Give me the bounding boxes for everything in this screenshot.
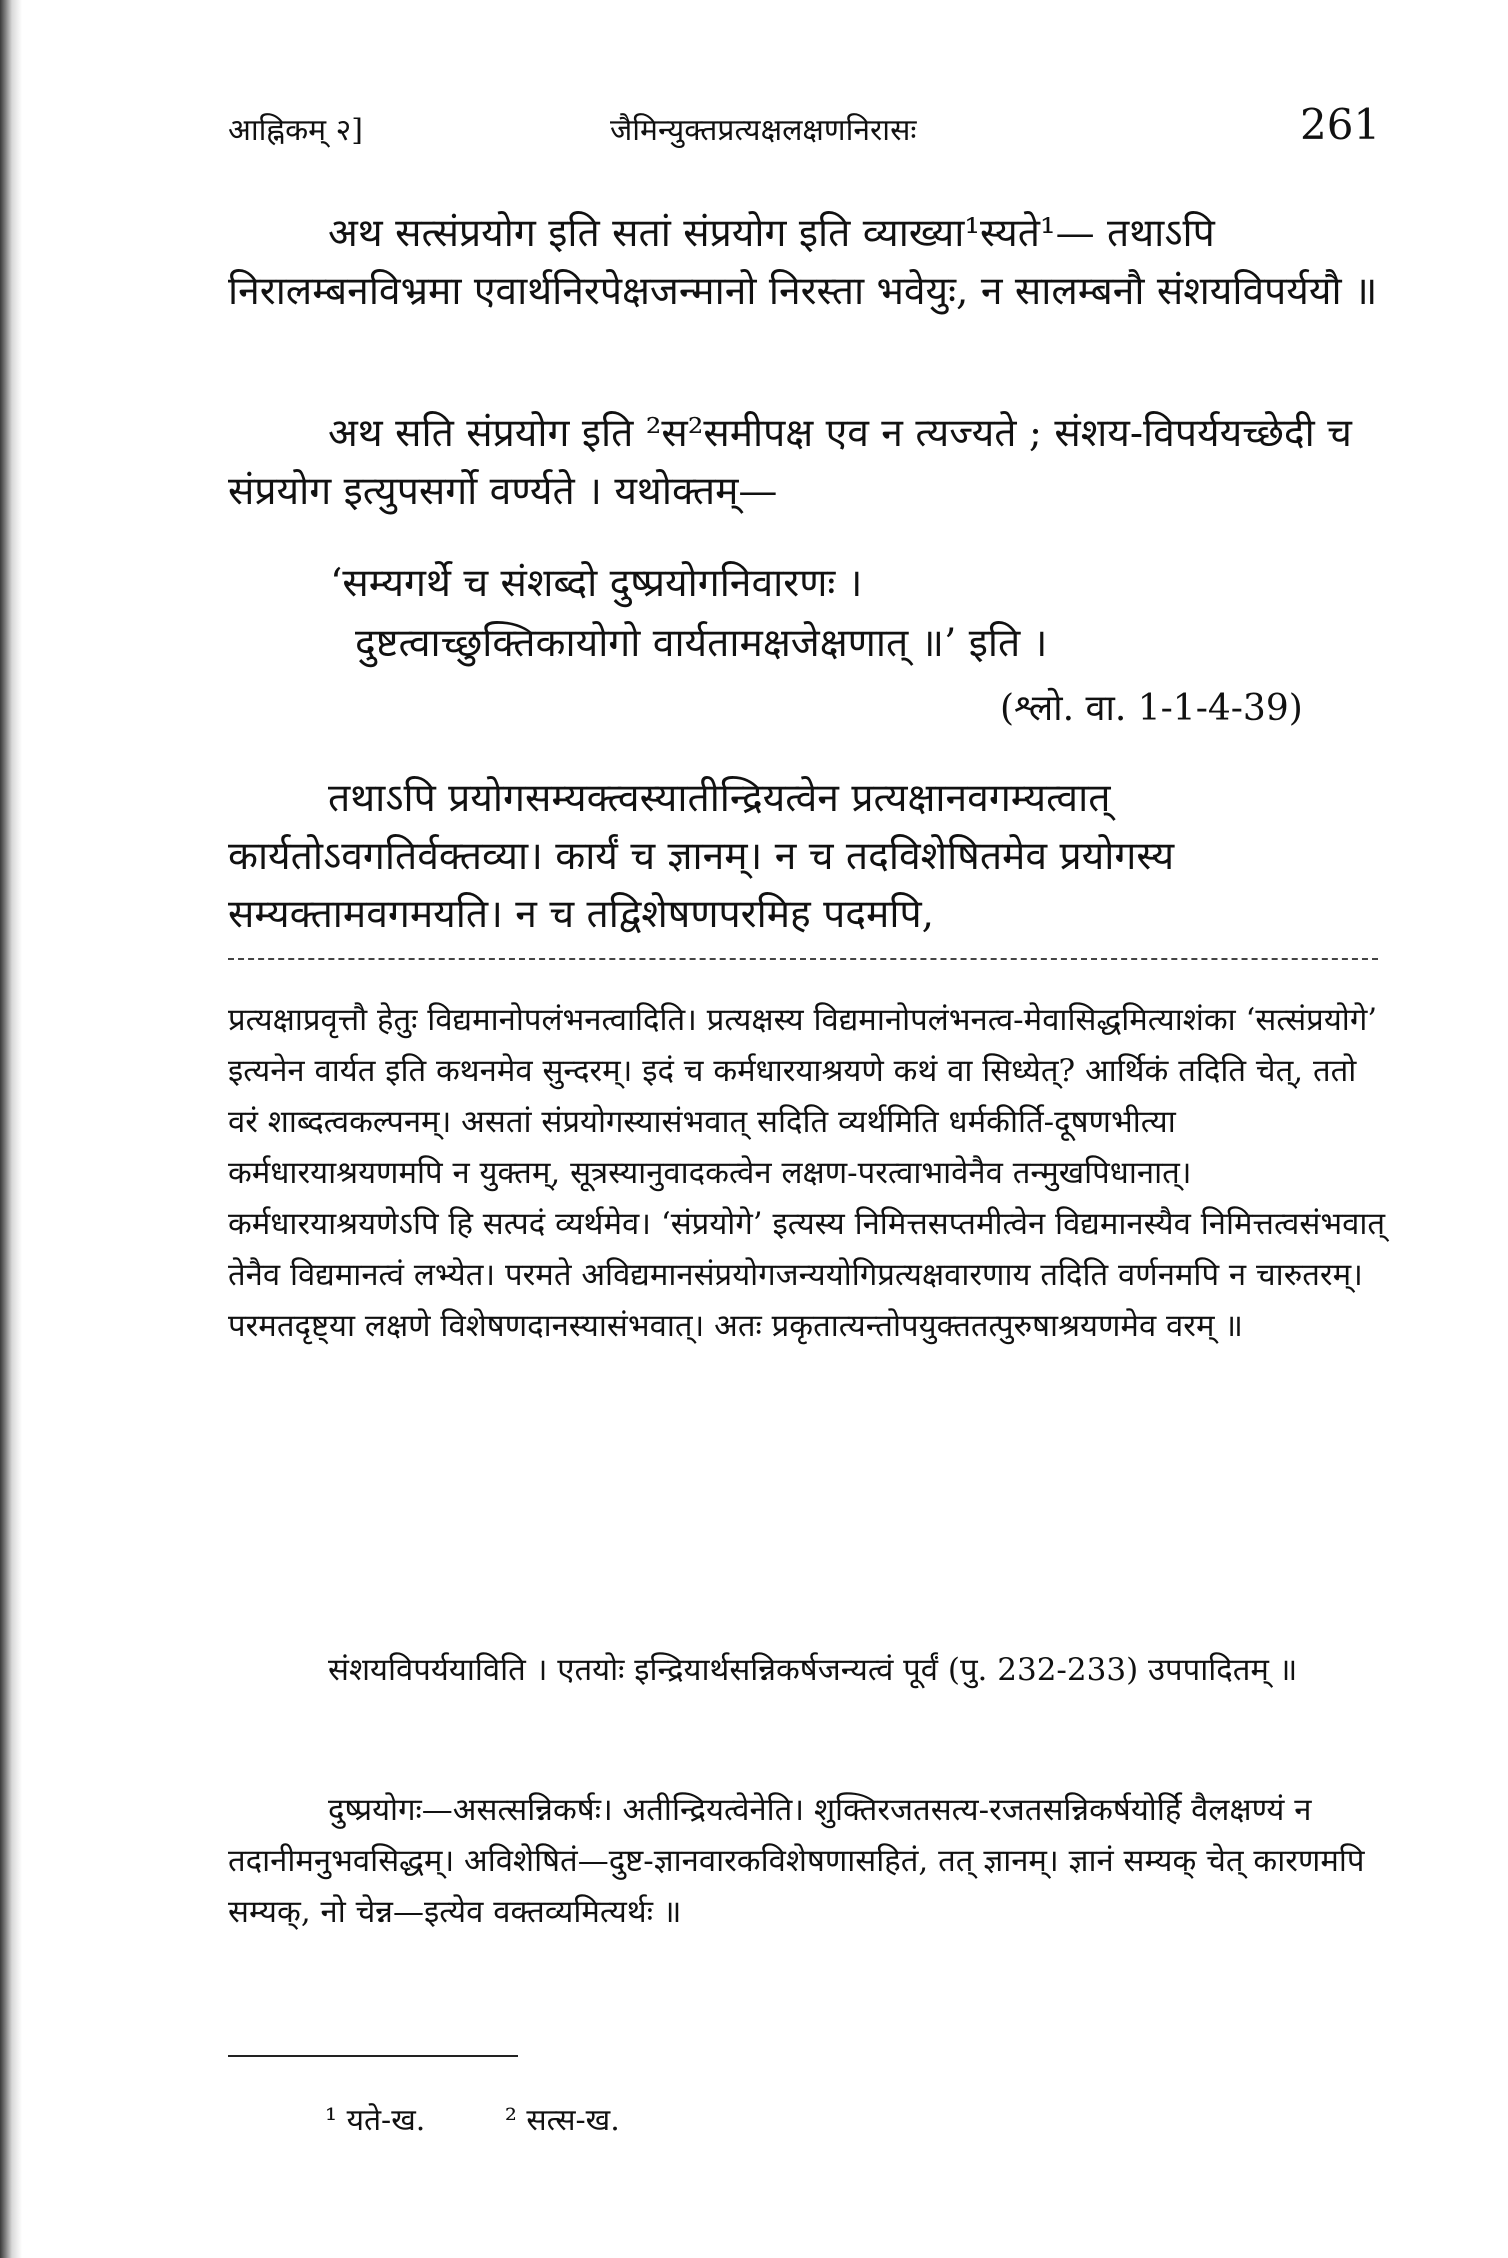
main-paragraph-1: अथ सत्संप्रयोग इति सतां संप्रयोग इति व्याख्या¹स्यते¹— तथाऽपि निरालम्बनविभ्रमा एवार्थनिरपेक्षजन्मानो निरस्ता भवेयुः, न सालम्बनौ संशयविपर्ययौ ॥ bbox=[228, 211, 1378, 314]
footnote-divider bbox=[228, 2055, 518, 2057]
header-chapter: आह्निकम् २] bbox=[228, 113, 363, 148]
main-paragraph-3: तथाऽपि प्रयोगसम्यक्त्वस्यातीन्द्रियत्वेन प्रत्यक्षानवगम्यत्वात् कार्यतोऽवगतिर्वक्तव्या। कार्यं च ज्ञानम्। न च तदविशेषितमेव प्रयोगस्य सम्यक्तामवगमयति। न च तद्विशेषणपरमिह पदमपि, bbox=[228, 776, 1175, 937]
main-paragraph-2: अथ सति संप्रयोग इति ²स²समीपक्ष एव न त्यज्यते ; संशय-विपर्ययच्छेदी च संप्रयोग इत्युपसर्गो वर्ण्यते । यथोक्तम्— bbox=[228, 411, 1352, 514]
page-number: 261 bbox=[1300, 100, 1381, 149]
verse-reference: (श्लो. वा. 1-1-4-39) bbox=[1000, 688, 1303, 729]
footnotes bbox=[325, 2098, 690, 2139]
header-running-title: जैमिन्युक्तप्रत्यक्षलक्षणनिरासः bbox=[610, 113, 917, 148]
verse-line-2: दुष्टत्वाच्छुक्तिकायोगो वार्यतामक्षजेक्षणात् ॥’ इति । bbox=[355, 621, 1048, 666]
verse-line-1: ‘सम्यगर्थे च संशब्दो दुष्प्रयोगनिवारणः । bbox=[330, 561, 863, 606]
commentary-paragraph-3: दुष्प्रयोगः—असत्सन्निकर्षः। अतीन्द्रियत्वेनेति। शुक्तिरजतसत्य-रजतसन्निकर्षयोर्हि वैलक्षण्यं न तदानीमनुभवसिद्धम्। अविशेषितं—दुष्ट-ज्ञानवारकविशेषणासहितं, तत् ज्ञानम्। ज्ञानं सम्यक् चेत् कारणमपि सम्यक्, नो चेन्न—इत्येव वक्तव्यमित्यर्थः ॥ bbox=[228, 1792, 1365, 1930]
commentary-divider bbox=[228, 958, 1378, 960]
commentary-paragraph-1: प्रत्यक्षाप्रवृत्तौ हेतुः विद्यमानोपलंभनत्वादिति। प्रत्यक्षस्य विद्यमानोपलंभनत्व-मेवासिद्धमित्याशंका ‘सत्संप्रयोगे’ इत्यनेन वार्यत इति कथनमेव सुन्दरम्। इदं च कर्मधारयाश्रयणे कथं वा सिध्येत्? आर्थिकं तदिति चेत्, ततो वरं शाब्दत्वकल्पनम्। असतां संप्रयोगस्यासंभवात् सदिति व्यर्थमिति धर्मकीर्ति-दूषणभीत्या कर्मधारयाश्रयणमपि न युक्तम्, सूत्रस्यानुवादकत्वेन लक्षण-परत्वाभावेनैव तन्मुखपिधानात्। कर्मधारयाश्रयणेऽपि हि सत्पदं व्यर्थमेव। ‘संप्रयोगे’ इत्यस्य निमित्तसप्तमीत्वेन विद्यमानस्यैव निमित्तत्वसंभवात् तेनैव विद्यमानत्वं लभ्येत। परमते अविद्यमानसंप्रयोगजन्ययोगिप्रत्यक्षवारणाय तदिति वर्णनमपि न चारुतरम्। परमतदृष्ट्या लक्षणे विशेषणदानस्यासंभवात्। अतः प्रकृतात्यन्तोपयुक्ततत्पुरुषाश्रयणमेव वरम् ॥ bbox=[228, 1002, 1386, 1344]
commentary-paragraph-2: संशयविपर्ययाविति । एतयोः इन्द्रियार्थसन्निकर्षजन्यत्वं पूर्वं (पु. 232-233) उपपादितम् ॥ bbox=[328, 1652, 1298, 1688]
footnote-1: ¹ यते-ख. bbox=[325, 2103, 426, 2138]
footnote-2: ² सत्स-ख. bbox=[504, 2103, 620, 2138]
